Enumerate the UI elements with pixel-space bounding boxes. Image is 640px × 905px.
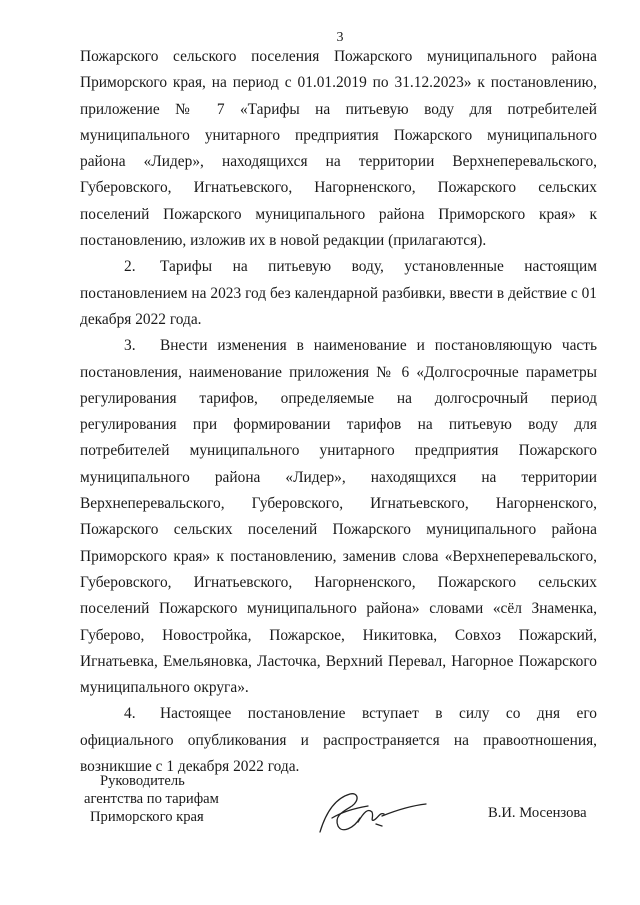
paragraph-4 <box>80 701 597 780</box>
paragraph-3-number: 3. <box>124 337 136 355</box>
paragraph-4-number: 4. <box>124 705 136 723</box>
paragraph-2-number: 2. <box>124 258 136 276</box>
document-body <box>80 44 597 780</box>
paragraph-2-text: Тарифы на питьевую воду, установленные настоящим постановлением на 2023 год без календарной разбивки, ввести в действие с 01 декабря 2022 года. <box>80 258 597 328</box>
signer-name: В.И. Мосензова <box>488 805 587 821</box>
signatory-title-line-1: Руководитель <box>100 773 185 789</box>
handwritten-signature <box>312 782 432 842</box>
signatory-title-line-3: Приморского края <box>90 809 204 825</box>
paragraph-3-text: Внести изменения в наименование и постановляющую часть постановления, наименование приложения № 6 «Долгосрочные параметры регулирования тарифов, определяемые на долгосрочный период регулирования при формировании тарифов на питьевую воду для потребителей муниципального унитарного предприятия Пожарского муниципального района «Лидер», находящихся на территории Верхнеперевальского, Губеровского, Игнатьевского, Нагорненского, Пожарского сельских поселений Пожарского муниципального района Приморского края» к постановлению, заменив слова «Верхнеперевальского, Губеровского, Игнатьевского, Нагорненского, Пожарского сельских поселений Пожарского муниципального района» словами «сёл Знаменка, Губерово, Новостройка, Пожарское, Никитовка, Совхоз Пожарский, Игнатьевка, Емельяновка, Ласточка, Верхний Перевал, Нагорное Пожарского муниципального округа». <box>80 337 597 697</box>
signatory-title <box>80 772 219 826</box>
paragraph-intro: Пожарского сельского поселения Пожарского муниципального района Приморского края, на период с 01.01.2019 по 31.12.2023» к постановлению, приложение № 7 «Тарифы на питьевую воду для потребителей муниципального унитарного предприятия Пожарского муниципального района «Лидер», находящихся на территории Верхнеперевальского, Губеровского, Игнатьевского, Нагорненского, Пожарского сельских поселений Пожарского муниципального района Приморского края» к постановлению, изложив их в новой редакции (прилагаются). <box>80 48 597 250</box>
page-number: 3 <box>336 30 344 45</box>
paragraph-2 <box>80 254 597 333</box>
paragraph-3 <box>80 333 597 701</box>
paragraph-4-text: Настоящее постановление вступает в силу со дня его официального опубликования и распространяется на правоотношения, возникшие с 1 декабря 2022 года. <box>80 705 597 776</box>
signatory-title-line-2: агентства по тарифам <box>84 791 219 807</box>
